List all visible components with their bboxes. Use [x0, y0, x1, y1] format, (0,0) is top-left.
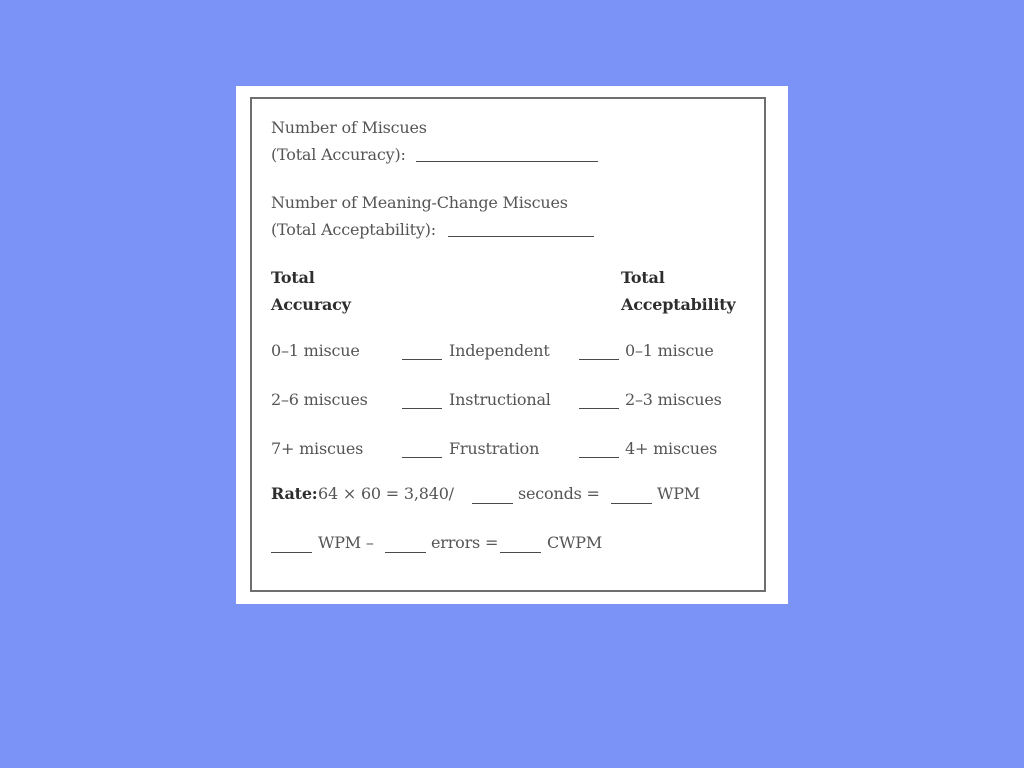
cwpm-errors-label: errors = — [431, 533, 499, 552]
acceptability-header-line1: Total — [621, 268, 665, 287]
accuracy-header-line1: Total — [271, 268, 315, 287]
accuracy-range-instructional: 2–6 miscues — [271, 390, 368, 409]
instructional-acceptability-blank — [579, 408, 619, 409]
cwpm-blank — [500, 552, 541, 553]
accuracy-range-frustration: 7+ miscues — [271, 439, 364, 458]
level-independent: Independent — [449, 341, 550, 360]
cwpm-result-label: CWPM — [547, 533, 603, 552]
acceptability-header-line2: Acceptability — [621, 295, 736, 314]
miscues-blank — [416, 161, 598, 162]
errors-blank — [385, 552, 426, 553]
rate-wpm-label: WPM — [657, 484, 700, 503]
meaning-change-sublabel: (Total Acceptability): — [271, 220, 436, 239]
acceptability-range-instructional: 2–3 miscues — [625, 390, 722, 409]
rate-seconds-blank — [472, 503, 513, 504]
wpm-blank — [271, 552, 312, 553]
instructional-accuracy-blank — [402, 408, 442, 409]
accuracy-header-line2: Accuracy — [271, 295, 351, 314]
independent-accuracy-blank — [402, 359, 442, 360]
meaning-change-label: Number of Meaning-Change Miscues — [271, 193, 568, 212]
form-sheet — [236, 86, 788, 604]
accuracy-range-independent: 0–1 miscue — [271, 341, 360, 360]
meaning-change-blank — [448, 236, 594, 237]
cwpm-wpm-label: WPM – — [318, 533, 374, 552]
rate-wpm-blank — [611, 503, 652, 504]
rate-formula: 64 × 60 = 3,840/ — [318, 484, 454, 503]
frustration-accuracy-blank — [402, 457, 442, 458]
level-instructional: Instructional — [449, 390, 551, 409]
miscues-label: Number of Miscues — [271, 118, 427, 137]
rate-label: Rate: — [271, 484, 318, 503]
level-frustration: Frustration — [449, 439, 540, 458]
acceptability-range-independent: 0–1 miscue — [625, 341, 714, 360]
miscues-sublabel: (Total Accuracy): — [271, 145, 406, 164]
frustration-acceptability-blank — [579, 457, 619, 458]
independent-acceptability-blank — [579, 359, 619, 360]
rate-seconds-label: seconds = — [518, 484, 600, 503]
acceptability-range-frustration: 4+ miscues — [625, 439, 718, 458]
